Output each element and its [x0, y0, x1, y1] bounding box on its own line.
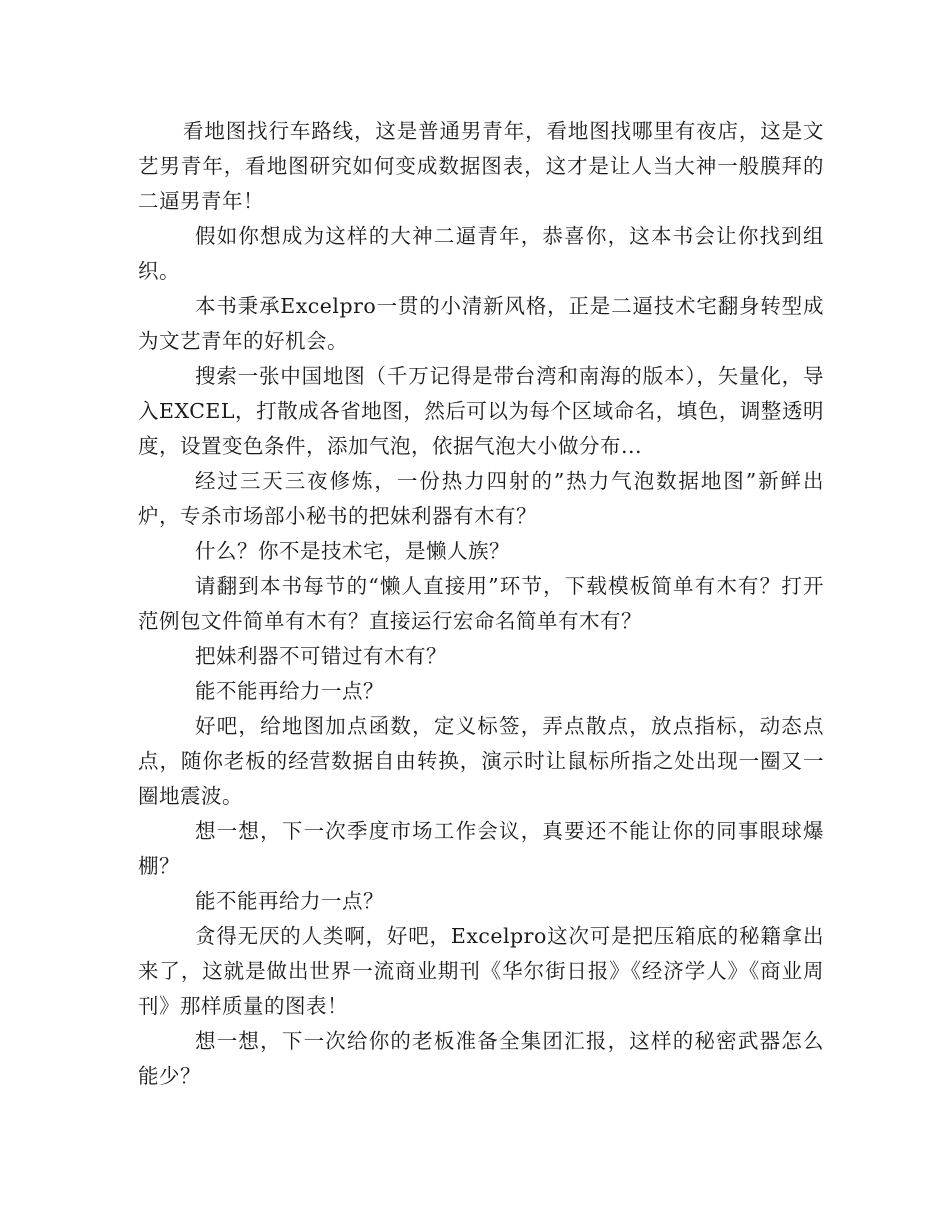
- paragraph-4: 搜索一张中国地图（千万记得是带台湾和南海的版本），矢量化，导入EXCEL，打散成各省地图，然后可以为每个区域命名，填色，调整透明度，设置变色条件，添加气泡，依据气泡大小做分布...: [138, 364, 824, 458]
- paragraph-11: 想一想，下一次季度市场工作会议，真要还不能让你的同事眼球爆棚？: [138, 819, 824, 878]
- paragraph-3: 本书秉承Excelpro一贯的小清新风格，正是二逼技术宅翻身转型成为文艺青年的好机会。: [138, 294, 824, 353]
- paragraph-7: 请翻到本书每节的“懒人直接用”环节，下载模板简单有木有？打开范例包文件简单有木有？直接运行宏命名简单有木有？: [138, 574, 824, 633]
- document-body: [138, 114, 824, 1094]
- paragraph-2: 假如你想成为这样的大神二逼青年，恭喜你，这本书会让你找到组织。: [138, 224, 824, 283]
- paragraph-9: 能不能再给力一点？: [195, 679, 384, 703]
- paragraph-8: 把妹利器不可错过有木有？: [195, 644, 447, 668]
- paragraph-13: 贪得无厌的人类啊，好吧，Excelpro这次可是把压箱底的秘籍拿出来了，这就是做出世界一流商业期刊《华尔街日报》《经济学人》《商业周刊》那样质量的图表！: [138, 924, 824, 1018]
- paragraph-5: 经过三天三夜修炼，一份热力四射的”热力气泡数据地图”新鲜出炉，专杀市场部小秘书的把妹利器有木有？: [138, 469, 824, 528]
- paragraph-14: 想一想，下一次给你的老板准备全集团汇报，这样的秘密武器怎么能少？: [138, 1029, 824, 1088]
- paragraph-6: 什么？你不是技术宅，是懒人族？: [195, 539, 510, 563]
- paragraph-12: 能不能再给力一点？: [195, 889, 384, 913]
- paragraph-1: 看地图找行车路线，这是普通男青年，看地图找哪里有夜店，这是文艺男青年，看地图研究如何变成数据图表，这才是让人当大神一般膜拜的二逼男青年！: [138, 119, 824, 213]
- paragraph-10: 好吧，给地图加点函数，定义标签，弄点散点，放点指标，动态点点，随你老板的经营数据自由转换，演示时让鼠标所指之处出现一圈又一圈地震波。: [138, 714, 824, 808]
